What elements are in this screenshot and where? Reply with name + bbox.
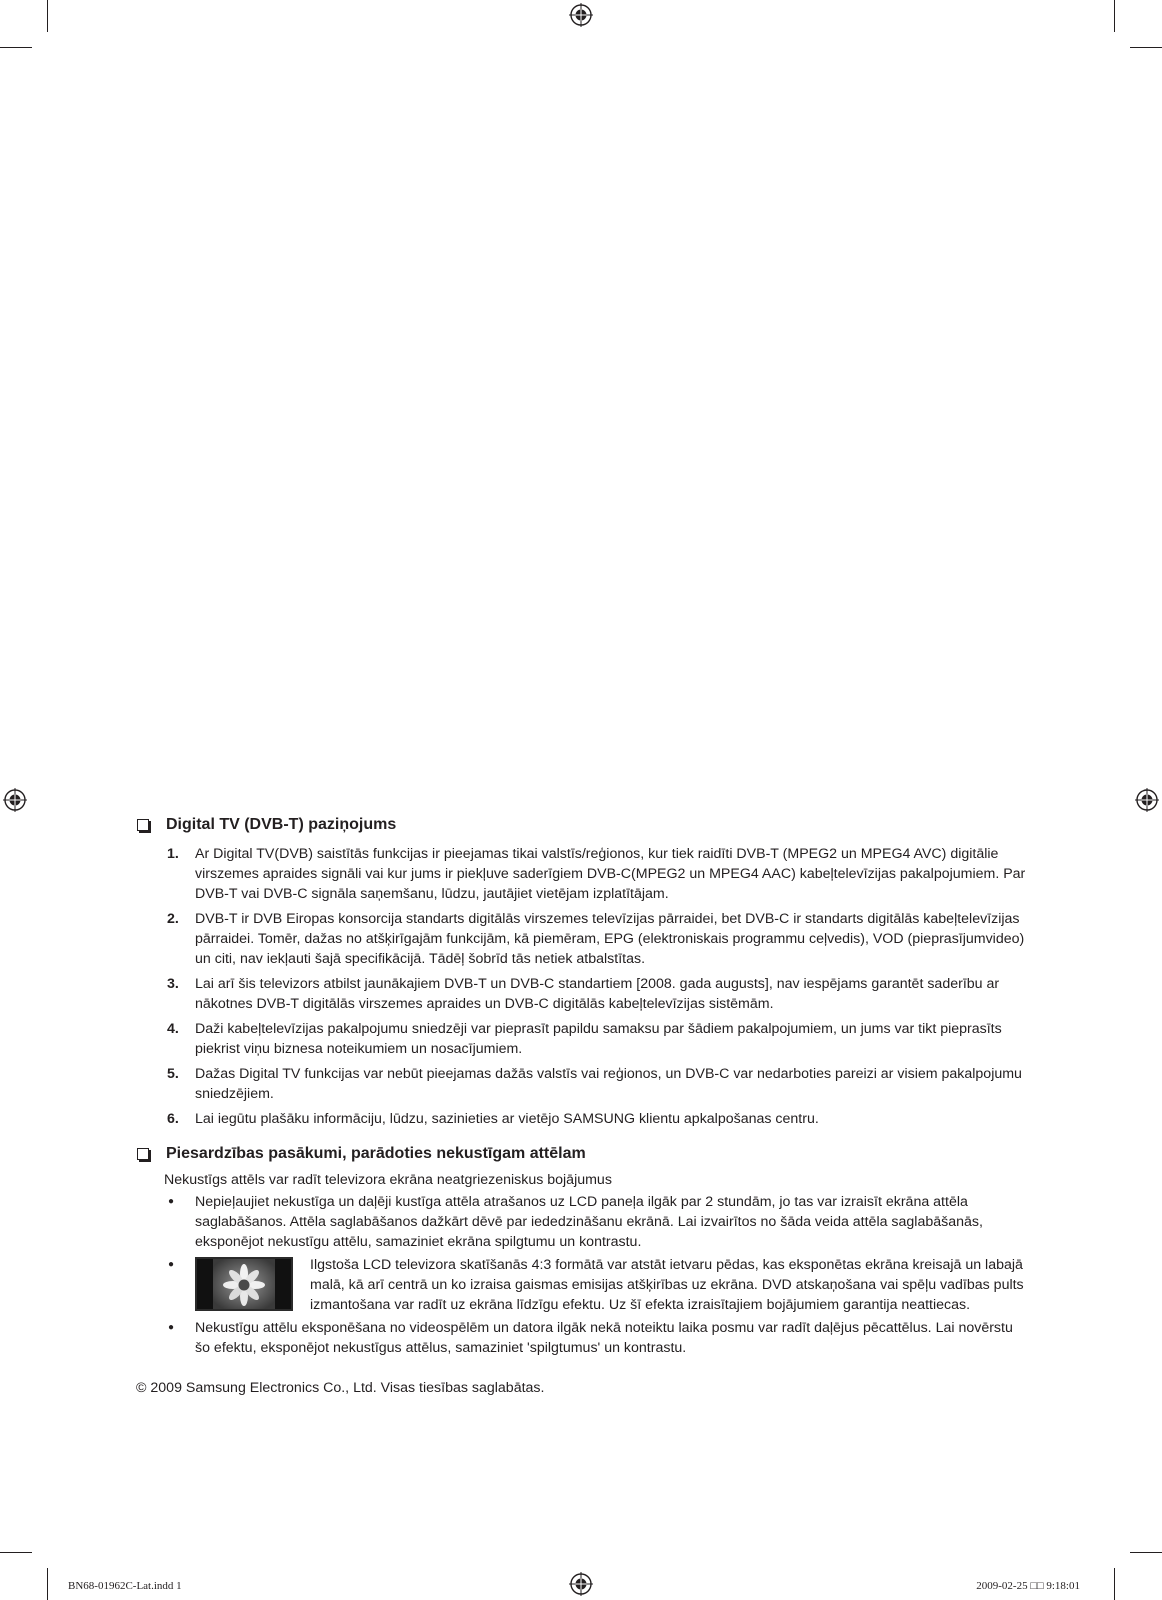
item-text: Dažas Digital TV funkcijas var nebūt pieejamas dažās valstīs vai reģionos, un DVB-C var nedarboties pareizi ar visiem pakalpojumu sniedzējiem. bbox=[195, 1066, 1022, 1102]
print-slug-timestamp: 2009-02-25 □□ 9:18:01 bbox=[976, 1580, 1080, 1592]
crop-mark bbox=[1130, 47, 1162, 48]
crop-mark bbox=[47, 0, 48, 32]
item-number: 4. bbox=[167, 1021, 179, 1037]
list-item bbox=[136, 1255, 1026, 1315]
item-text: Nepieļaujiet nekustīga un daļēji kustīga attēla atrašanos uz LCD paneļa ilgāk par 2 stundām, jo tas var izraisīt ekrāna attēla saglabāšanos. Attēla saglabāšanos dažkārt dēvē par iededzināšanu ekrānā. Lai izvairītos no šāda veida attēla saglabāšanās, eksponējot nekustīgu attēlu, samaziniet ekrāna spilgtumu un kontrastu. bbox=[195, 1194, 983, 1250]
flower-tv-screen-image bbox=[195, 1257, 293, 1311]
registration-mark-icon bbox=[1135, 788, 1159, 812]
list-item bbox=[136, 909, 1026, 969]
list-item bbox=[136, 1109, 1026, 1129]
item-number: 2. bbox=[167, 911, 179, 927]
list-item bbox=[136, 1192, 1026, 1252]
item-text: Nekustīgu attēlu eksponēšana no videospēlēm un datora ilgāk nekā noteiktu laika posmu var radīt daļējus pēcattēlus. Lai novērstu šo efektu, eksponējot nekustīgus attēlus, samaziniet 'spilgtumus' un kontrastu. bbox=[195, 1320, 1013, 1356]
copyright-notice: © 2009 Samsung Electronics Co., Ltd. Visas tiesības saglabātas. bbox=[136, 1380, 545, 1396]
bullet-icon: ● bbox=[168, 1196, 175, 1207]
item-text: Daži kabeļtelevīzijas pakalpojumu sniedzēji var pieprasīt papildu samaksu par šādiem pakalpojumiem, un jums var tikt pieprasīts piekrist viņu biznesa noteikumiem un nosacījumiem. bbox=[195, 1021, 1002, 1057]
registration-mark-icon bbox=[569, 3, 593, 27]
section-heading-text: Piesardzības pasākumi, parādoties nekustīgam attēlam bbox=[166, 1145, 586, 1162]
print-slug-filename: BN68-01962C-Lat.indd 1 bbox=[68, 1580, 182, 1592]
checkbox-bullet-icon bbox=[137, 1148, 149, 1160]
list-item bbox=[136, 1064, 1026, 1104]
crop-mark bbox=[1114, 0, 1115, 32]
section-heading-digital-tv bbox=[136, 814, 1026, 836]
digital-tv-notice-list bbox=[136, 844, 1026, 1129]
list-item bbox=[136, 1019, 1026, 1059]
list-item bbox=[136, 844, 1026, 904]
crop-mark bbox=[0, 1552, 32, 1553]
crop-mark bbox=[47, 1568, 48, 1600]
registration-mark-icon bbox=[3, 788, 27, 812]
item-number: 5. bbox=[167, 1066, 179, 1082]
item-text: Ar Digital TV(DVB) saistītās funkcijas ir pieejamas tikai valstīs/reģionos, kur tiek raidīti DVB-T (MPEG2 un MPEG4 AVC) digitālie virszemes apraides signāli vai kur jums ir piekļuve saderīgiem DVB-C(MPEG2 un MPEG4 AAC) kabeļtelevīzijas pakalpojumiem. Par DVB-T vai DVB-C signāla saņemšanu, lūdzu, jautājiet vietējam izplatītājam. bbox=[195, 846, 1026, 902]
item-text: Ilgstoša LCD televizora skatīšanās 4:3 formātā var atstāt ietvaru pēdas, kas eksponētas ekrāna kreisajā un labajā malā, kā arī centrā un ko izraisa gaismas emisijas atšķirības uz ekrāna. DVD atskaņošana vai spēļu vadības pults izmantošana var radīt uz ekrāna līdzīgu efektu. Uz šī efekta izraisītajiem bojājumiem garantija neattiecas. bbox=[310, 1257, 1024, 1313]
item-number: 3. bbox=[167, 976, 179, 992]
bullet-icon: ● bbox=[168, 1322, 175, 1333]
item-number: 6. bbox=[167, 1111, 179, 1127]
item-number: 1. bbox=[167, 846, 179, 862]
section-heading-text: Digital TV (DVB-T) paziņojums bbox=[166, 816, 397, 833]
item-text: Lai iegūtu plašāku informāciju, lūdzu, sazinieties ar vietējo SAMSUNG klientu apkalpošanas centru. bbox=[195, 1111, 819, 1127]
crop-mark bbox=[0, 47, 32, 48]
list-item bbox=[136, 974, 1026, 1014]
section-heading-still-image bbox=[136, 1143, 1026, 1165]
crop-mark bbox=[1114, 1568, 1115, 1600]
still-image-precautions-list bbox=[136, 1192, 1026, 1358]
checkbox-bullet-icon bbox=[137, 819, 149, 831]
manual-content bbox=[136, 814, 1026, 1410]
section-intro: Nekustīgs attēls var radīt televizora ekrāna neatgriezeniskus bojājumus bbox=[164, 1172, 612, 1188]
list-item bbox=[136, 1318, 1026, 1358]
item-text: DVB-T ir DVB Eiropas konsorcija standarts digitālās virszemes televīzijas pārraidei, bet DVB-C ir standarts digitālās kabeļtelevīzijas pārraidei. Tomēr, dažas no atšķirīgajām funkcijām, kā piemēram, EPG (elektroniskais programmu ceļvedis), VOD (pieprasījumvideo) un citi, nav iekļauti šajā specifikācijā. Tādēļ šobrīd tās netiek atbalstītas. bbox=[195, 911, 1025, 967]
registration-mark-icon bbox=[569, 1572, 593, 1596]
bullet-icon: ● bbox=[168, 1259, 175, 1270]
item-text: Lai arī šis televizors atbilst jaunākajiem DVB-T un DVB-C standartiem [2008. gada augusts], nav iespējams garantēt saderību ar nākotnes DVB-T digitālās virszemes apraides un DVB-C digitālās kabeļtelevīzijas sistēmām. bbox=[195, 976, 1000, 1012]
crop-mark bbox=[1130, 1552, 1162, 1553]
